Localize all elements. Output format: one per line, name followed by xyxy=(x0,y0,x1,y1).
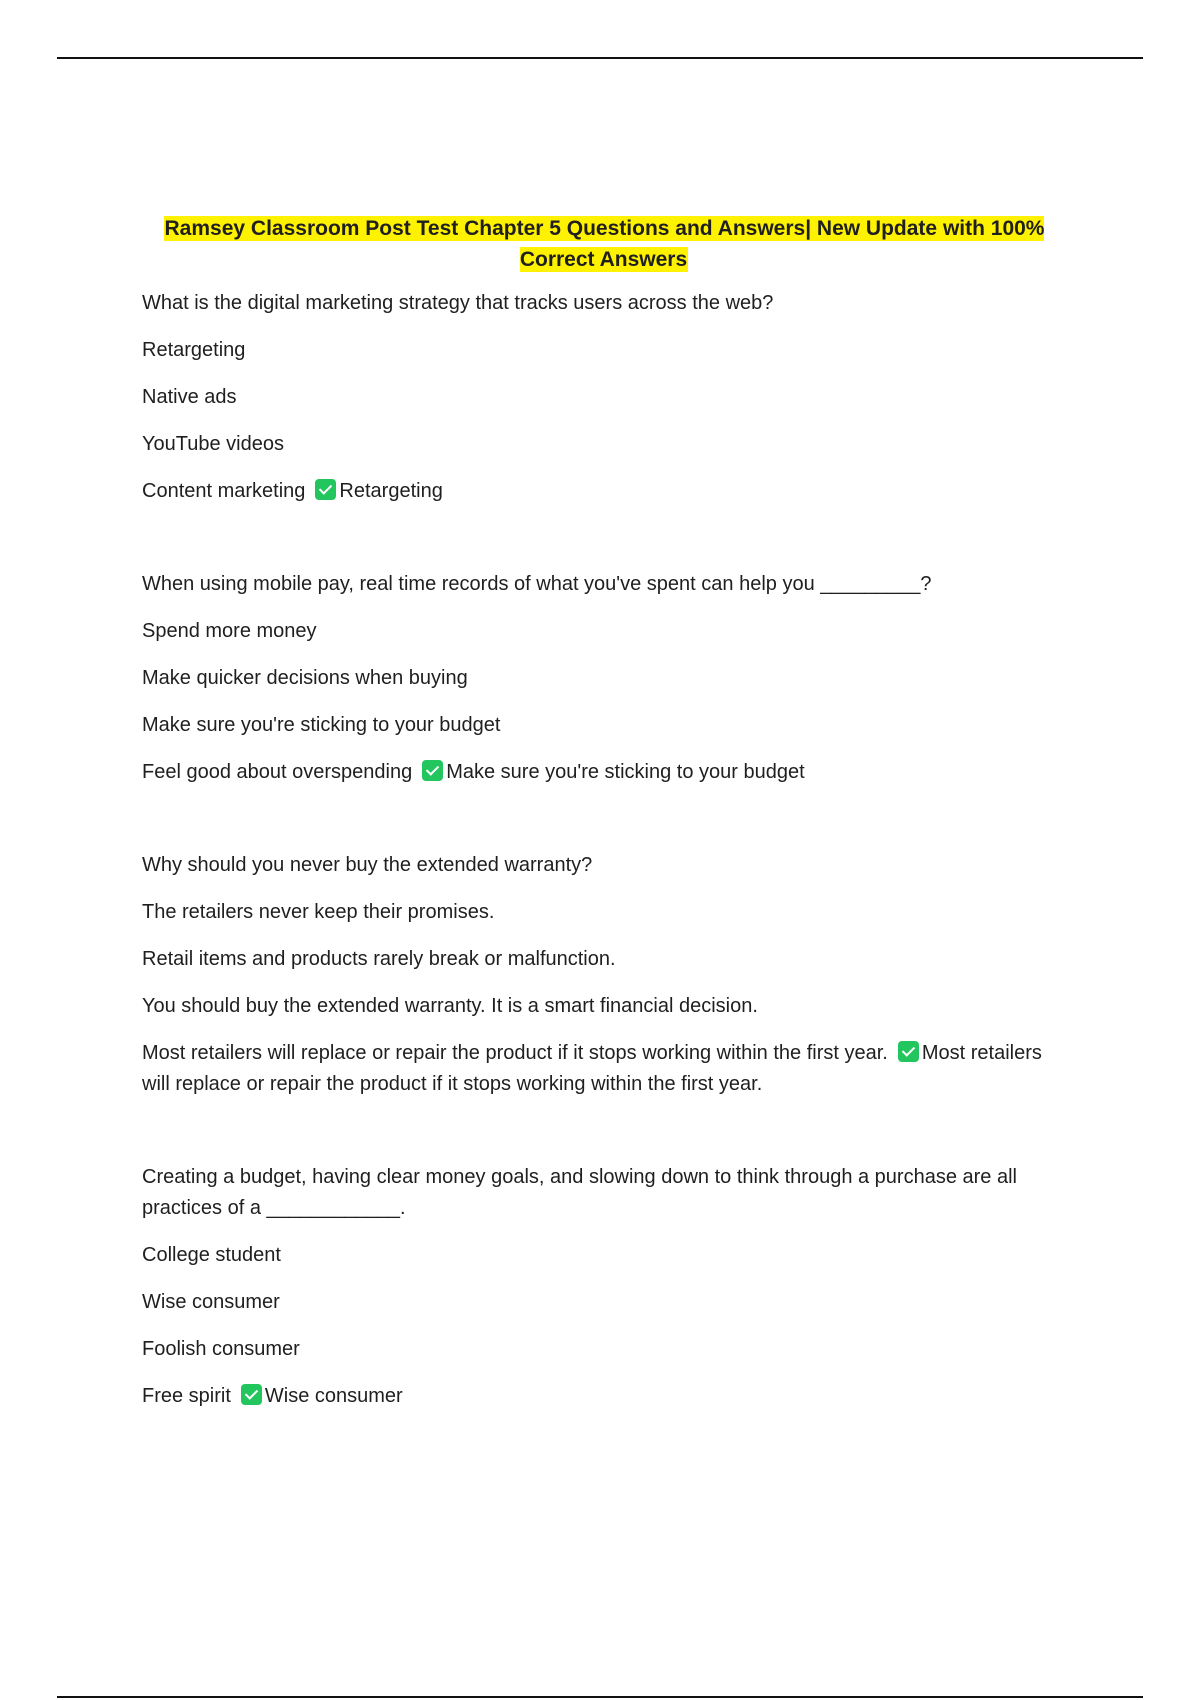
answer-option: Feel good about overspending xyxy=(142,761,413,783)
question-block xyxy=(142,850,1066,1100)
answer-option: Most retailers will replace or repair the product if it stops working within the first year. xyxy=(142,1042,888,1064)
answer-option: YouTube videos xyxy=(142,433,284,455)
answer-option: Make quicker decisions when buying xyxy=(142,667,468,689)
answer-option: Native ads xyxy=(142,386,237,408)
document-body xyxy=(142,213,1066,1412)
last-option-with-answer xyxy=(142,1381,1066,1412)
correct-answer: Wise consumer xyxy=(264,1385,403,1407)
question-text: Creating a budget, having clear money goals, and slowing down to think through a purchase are all practices of a ____________. xyxy=(142,1166,1017,1219)
question-text: Why should you never buy the extended warranty? xyxy=(142,854,593,876)
correct-answer: Retargeting xyxy=(339,480,443,502)
answer-option: Wise consumer xyxy=(142,1291,280,1313)
check-mark-icon xyxy=(315,479,336,500)
question-block xyxy=(142,288,1066,507)
last-option-with-answer xyxy=(142,1038,1066,1100)
answer-option: Retail items and products rarely break or malfunction. xyxy=(142,948,616,970)
answer-option: Retargeting xyxy=(142,339,246,361)
question-text: What is the digital marketing strategy that tracks users across the web? xyxy=(142,292,774,314)
answer-option: Spend more money xyxy=(142,620,317,642)
last-option-with-answer xyxy=(142,757,1066,788)
page-title xyxy=(142,213,1066,275)
answer-option: Content marketing xyxy=(142,480,306,502)
check-mark-icon xyxy=(241,1384,262,1405)
check-mark-icon xyxy=(898,1041,919,1062)
answer-option: The retailers never keep their promises. xyxy=(142,901,495,923)
correct-answer: Make sure you're sticking to your budget xyxy=(446,761,805,783)
title-highlight: Ramsey Classroom Post Test Chapter 5 Questions and Answers| New Update with 100% Correct Answers xyxy=(164,217,1045,271)
answer-option: Make sure you're sticking to your budget xyxy=(142,714,501,736)
last-option-with-answer xyxy=(142,476,1066,507)
correct-answer: Most retailers will replace or repair the product if it stops working within the first year. xyxy=(142,1042,1042,1095)
answer-option: Foolish consumer xyxy=(142,1338,300,1360)
answer-option: College student xyxy=(142,1244,281,1266)
answer-option: Free spirit xyxy=(142,1385,231,1407)
answer-option: You should buy the extended warranty. It is a smart financial decision. xyxy=(142,995,758,1017)
top-rule xyxy=(57,57,1143,59)
question-block xyxy=(142,569,1066,788)
check-mark-icon xyxy=(422,760,443,781)
question-text: When using mobile pay, real time records of what you've spent can help you _________? xyxy=(142,573,932,595)
bottom-rule xyxy=(57,1696,1143,1698)
question-block xyxy=(142,1162,1066,1412)
